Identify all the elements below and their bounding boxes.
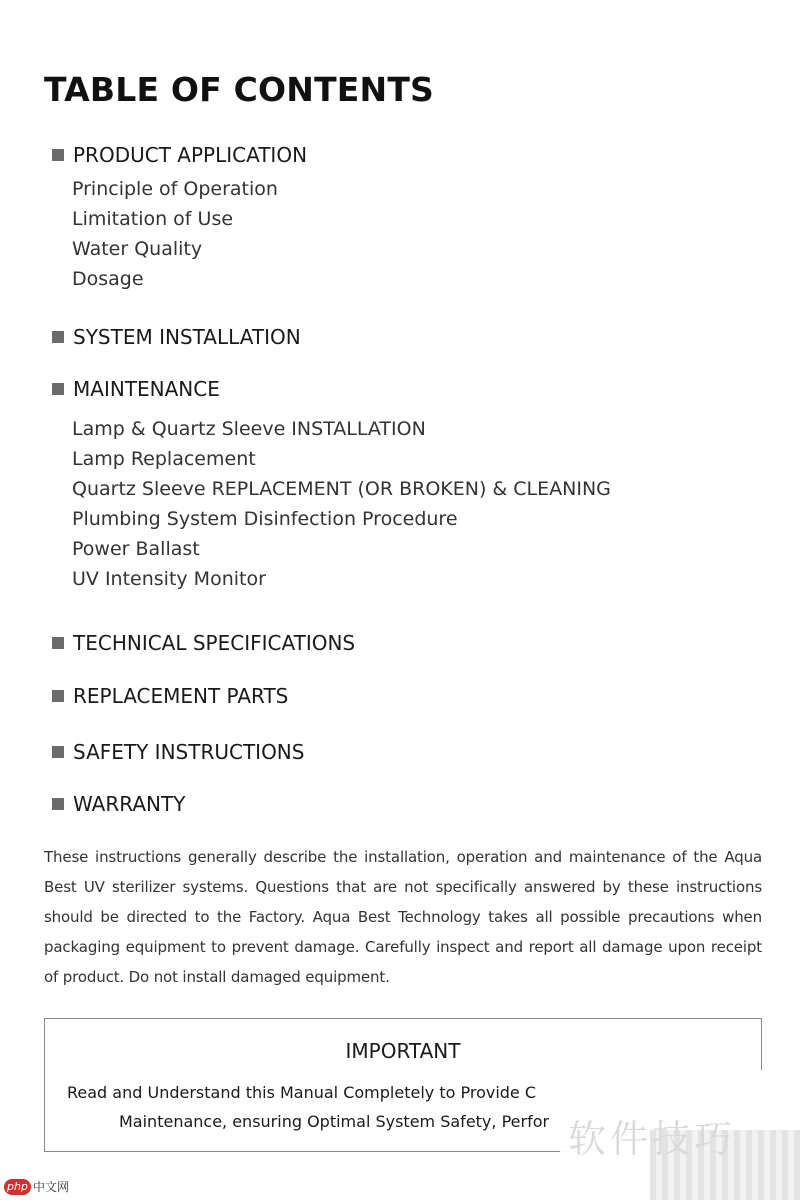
sub-item: Dosage xyxy=(72,268,144,290)
section-safety-instructions xyxy=(52,740,304,764)
section-warranty xyxy=(52,792,185,816)
php-logo-text: 中文网 xyxy=(32,1180,69,1194)
section-technical-specifications xyxy=(52,631,355,655)
section-label: TECHNICAL SPECIFICATIONS xyxy=(73,631,356,655)
intro-paragraph: These instructions generally describe the installation, operation and maintenance of the Aqua Best UV sterilizer systems. Questions that are not specifically answered by these instructions should be directed to the Factory. Aqua Best Technology takes all possible precautions when packaging equipment to prevent damage. Carefully inspect and report all damage upon receipt of product. Do not install damaged equipment. xyxy=(44,848,762,986)
section-product-application xyxy=(52,143,307,167)
sub-list-product-application xyxy=(72,174,278,294)
section-label: SAFETY INSTRUCTIONS xyxy=(73,740,305,764)
sub-item: Power Ballast xyxy=(72,538,200,560)
watermark-text: 软件技巧 xyxy=(568,1117,737,1161)
section-replacement-parts xyxy=(52,684,288,708)
sub-item: Lamp Replacement xyxy=(72,448,256,470)
sub-item: Lamp & Quartz Sleeve INSTALLATION xyxy=(72,418,426,440)
section-system-installation xyxy=(52,325,301,349)
important-heading: IMPORTANT xyxy=(345,1039,461,1063)
important-text-line: Maintenance, ensuring Optimal System Safety, Perfor xyxy=(119,1112,550,1131)
page-title: TABLE OF CONTENTS xyxy=(44,70,435,109)
sub-item: Limitation of Use xyxy=(72,208,234,230)
section-maintenance xyxy=(52,377,220,401)
sub-item: UV Intensity Monitor xyxy=(72,568,266,590)
square-bullet-icon xyxy=(52,746,64,758)
php-logo-mark: php xyxy=(4,1179,31,1195)
section-label: SYSTEM INSTALLATION xyxy=(73,325,301,349)
sub-item: Quartz Sleeve REPLACEMENT (OR BROKEN) & CLEANING xyxy=(72,478,611,500)
php-logo xyxy=(4,1178,69,1195)
section-label: PRODUCT APPLICATION xyxy=(73,143,308,167)
square-bullet-icon xyxy=(52,383,64,395)
sub-item: Plumbing System Disinfection Procedure xyxy=(72,508,458,530)
section-label: MAINTENANCE xyxy=(73,377,220,401)
sub-list-maintenance xyxy=(72,414,611,594)
section-label: REPLACEMENT PARTS xyxy=(73,684,289,708)
section-label: WARRANTY xyxy=(73,792,186,816)
square-bullet-icon xyxy=(52,637,64,649)
square-bullet-icon xyxy=(52,331,64,343)
important-text-line: Read and Understand this Manual Completely to Provide C xyxy=(67,1083,537,1102)
sub-item: Water Quality xyxy=(72,238,203,260)
square-bullet-icon xyxy=(52,798,64,810)
square-bullet-icon xyxy=(52,149,64,161)
sub-item: Principle of Operation xyxy=(72,178,278,200)
square-bullet-icon xyxy=(52,690,64,702)
